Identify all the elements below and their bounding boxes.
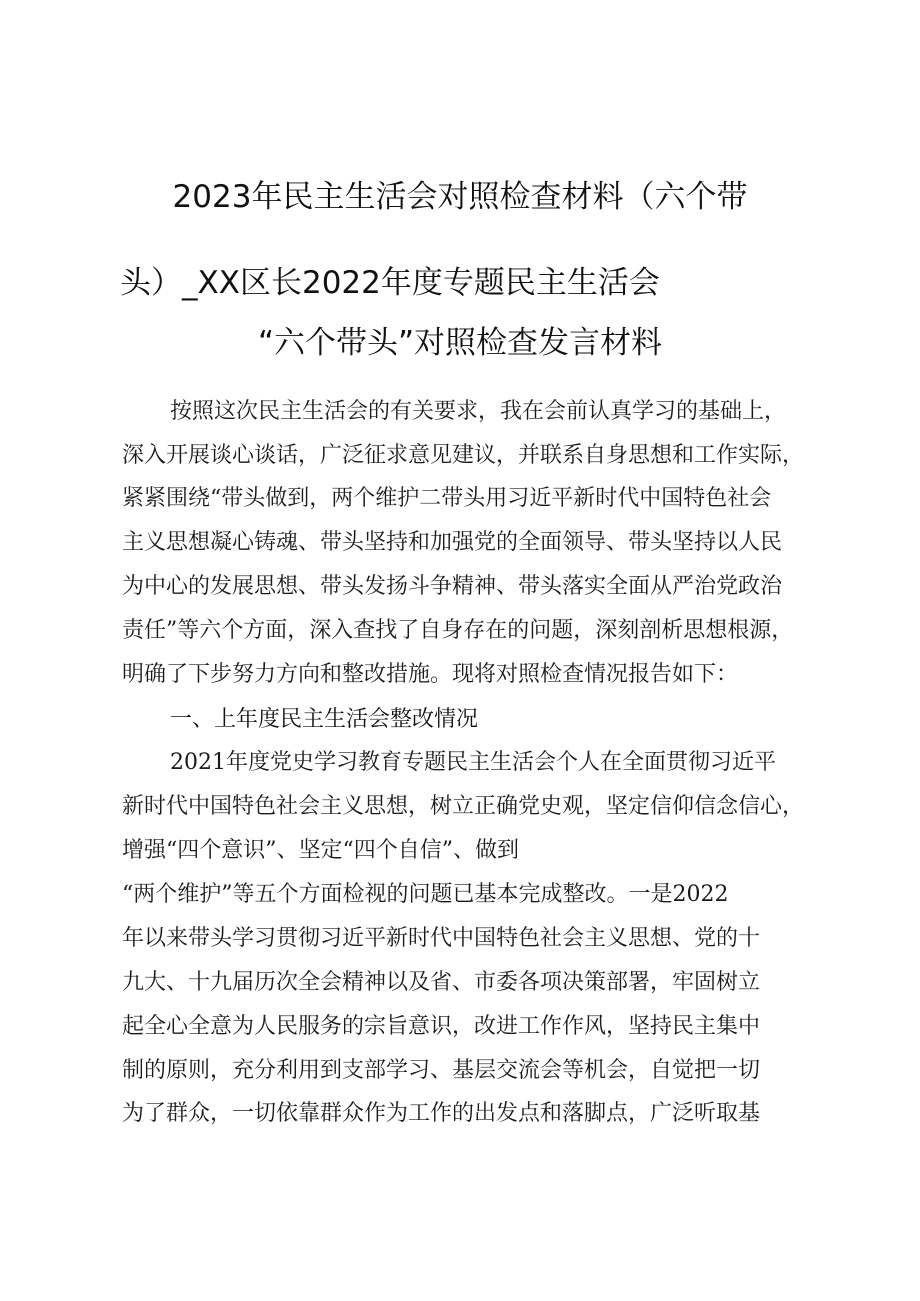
section-line: 为了群众，一切依靠群众作为工作的出发点和落脚点，广泛听取基	[122, 1101, 761, 1126]
intro-line: 责任”等六个方面，深入查找了自身存在的问题，深刻剖析思想根源，	[122, 618, 794, 643]
section-line: 九大、十九届历次全会精神以及省、市委各项决策部署，牢固树立	[122, 970, 761, 995]
intro-line: 为中心的发展思想、带头发扬斗争精神、带头落实全面从严治党政治	[122, 574, 783, 599]
intro-line: 主义思想凝心铸魂、带头坚持和加强党的全面领导、带头坚持以人民	[122, 530, 783, 555]
section-line: “两个维护”等五个方面检视的问题已基本完成整改。一是2022	[122, 882, 729, 907]
intro-line: 按照这次民主生活会的有关要求，我在会前认真学习的基础上，	[170, 399, 787, 424]
intro-line: 紧紧围绕“带头做到，两个维护二带头用习近平新时代中国特色社会	[122, 486, 772, 511]
section-line: 新时代中国特色社会主义思想，树立正确党史观，坚定信仰信念信心，	[122, 794, 805, 819]
section-line: 年以来带头学习贯彻习近平新时代中国特色社会主义思想、党的十	[122, 926, 761, 951]
section-line: 2021年度党史学习教育专题民主生活会个人在全面贯彻习近平	[170, 750, 776, 775]
document-title-line-1: 2023年民主生活会对照检查材料（六个带	[172, 179, 748, 215]
document-title-line-2: 头）_XX区长2022年度专题民主生活会	[120, 265, 660, 301]
section-line: 增强“四个意识”、坚定“四个自信”、做到	[122, 838, 519, 863]
section-heading: 一、上年度民主生活会整改情况	[170, 707, 479, 732]
intro-line: 明确了下步努力方向和整改措施。现将对照检查情况报告如下：	[122, 662, 739, 687]
document-title-line-3: “六个带头”对照检查发言材料	[257, 325, 663, 361]
intro-line: 深入开展谈心谈话，广泛征求意见建议，并联系自身思想和工作实际，	[122, 443, 805, 468]
section-line: 起全心全意为人民服务的宗旨意识，改进工作作风，坚持民主集中	[122, 1014, 761, 1039]
section-line: 制的原则，充分利用到支部学习、基层交流会等机会，自觉把一切	[122, 1058, 761, 1083]
